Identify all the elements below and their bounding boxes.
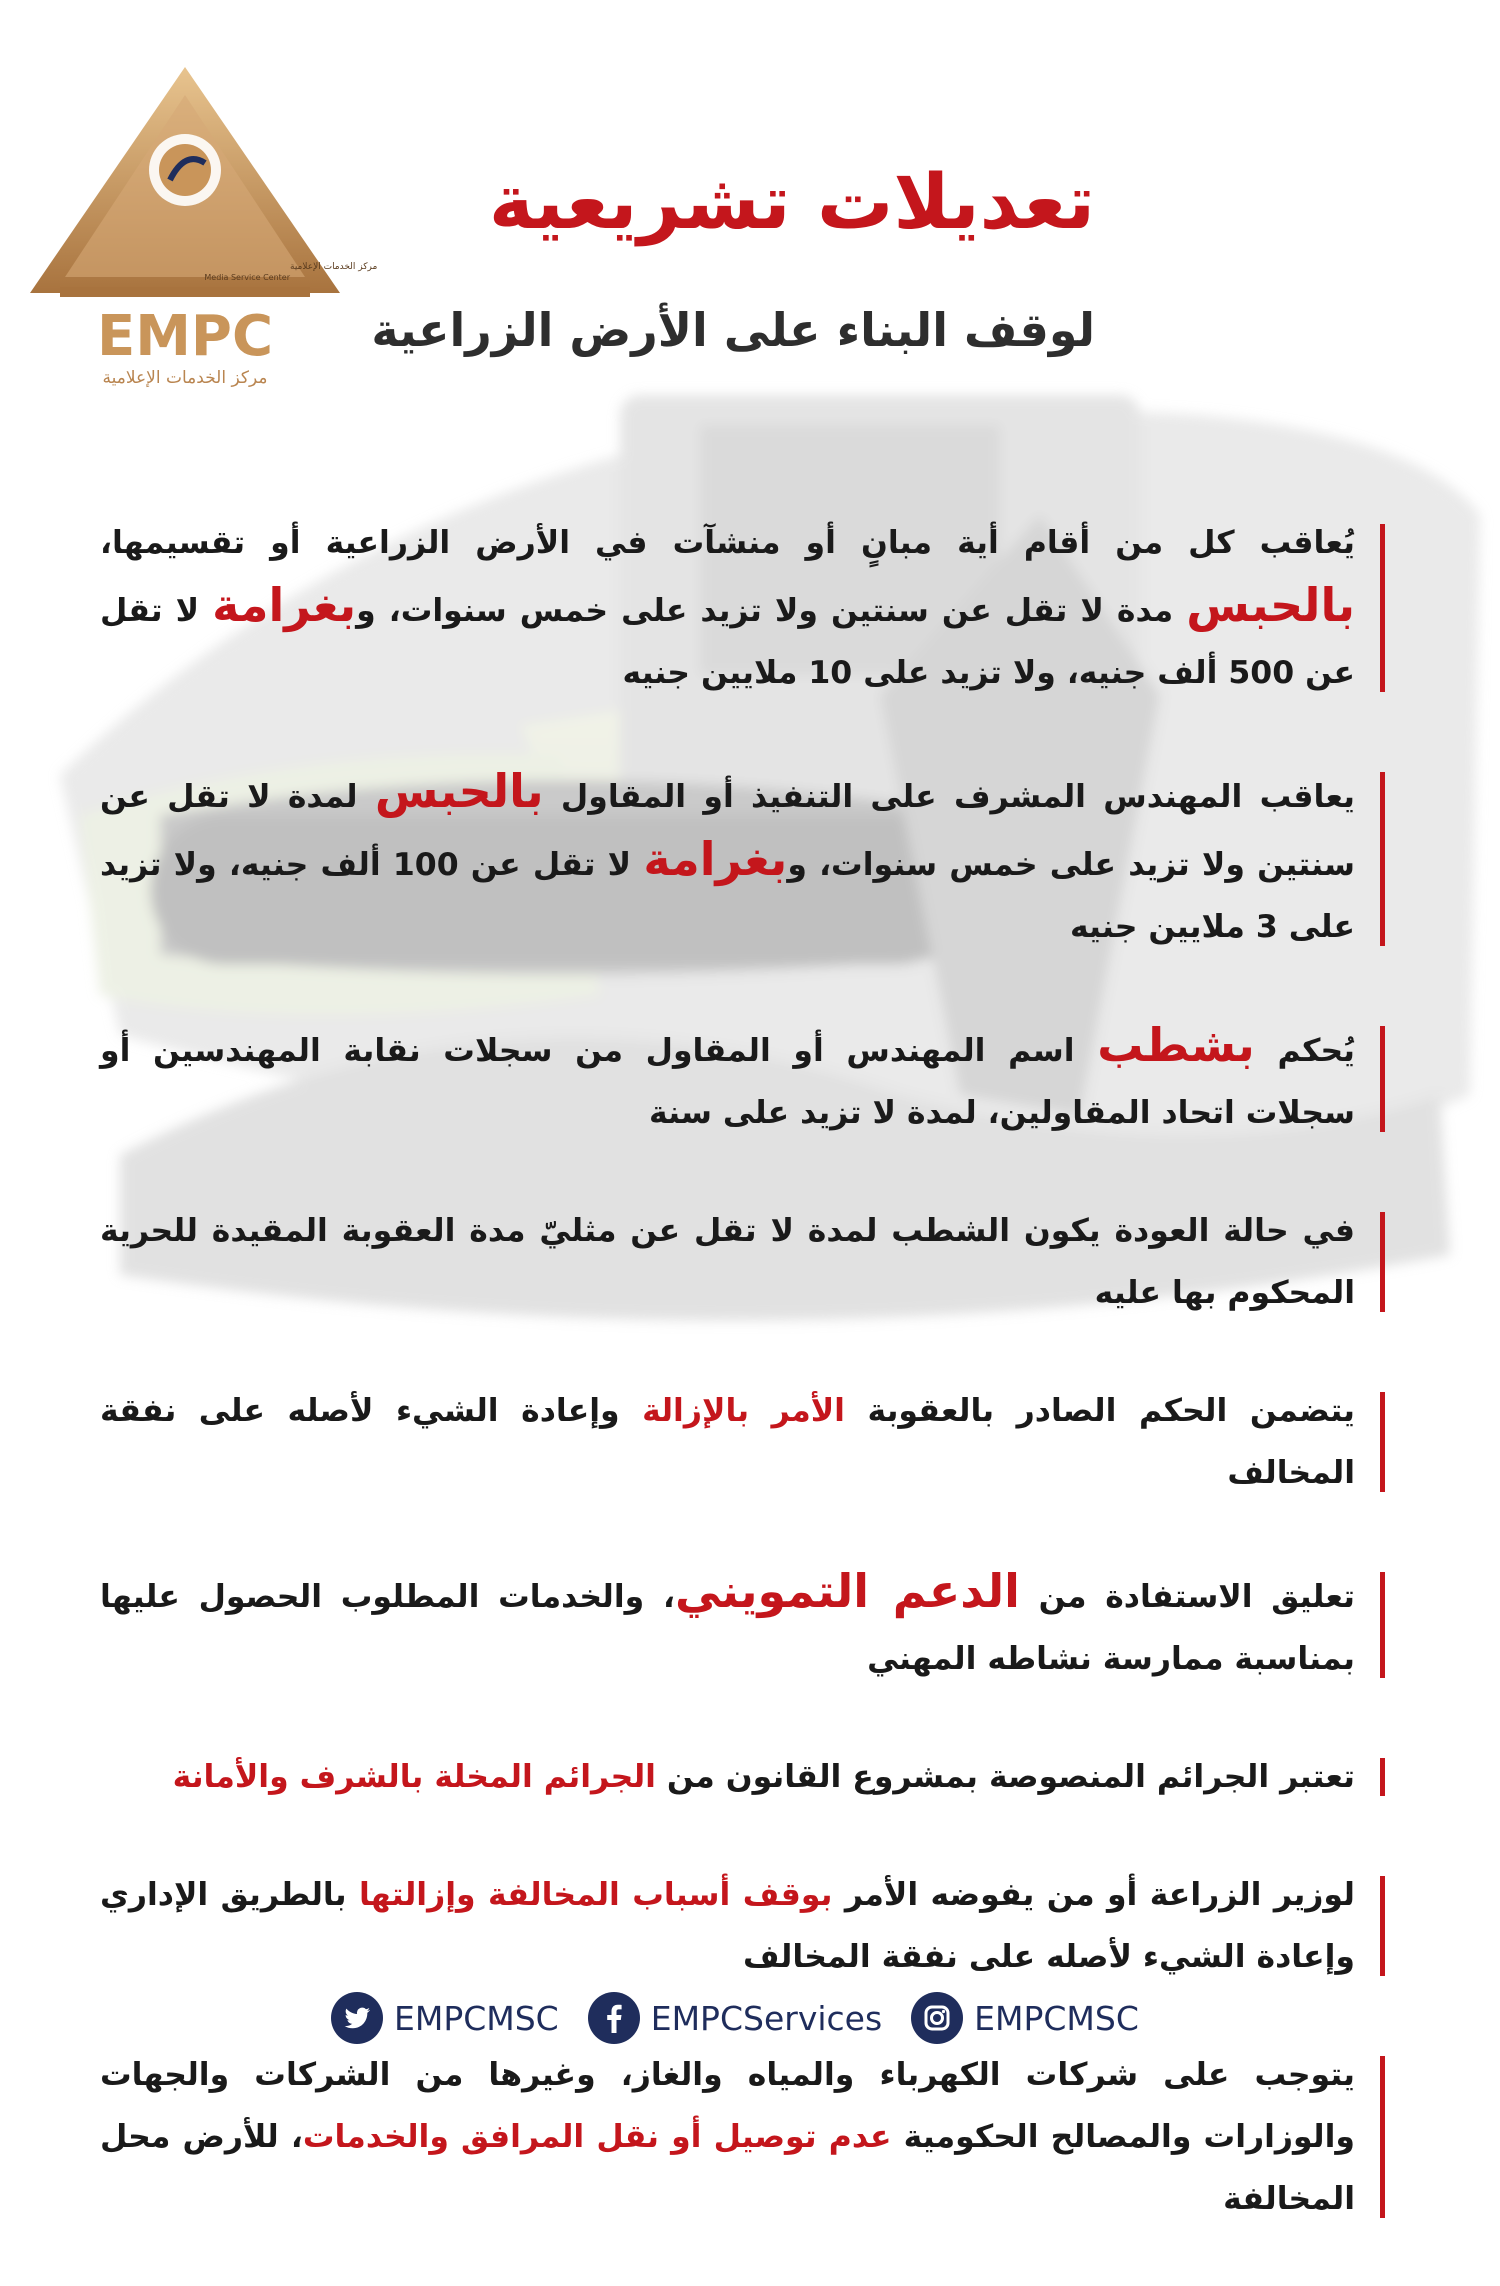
amendment-item (100, 1864, 1385, 1988)
amendment-item (100, 1014, 1385, 1144)
amendment-text: يعاقب المهندس المشرف على التنفيذ أو المقاول (543, 778, 1355, 815)
amendment-text: تعتبر الجرائم المنصوصة بمشروع القانون من (655, 1758, 1355, 1795)
amendment-text: لا تقل عن 100 ألف جنيه، ولا تزيد على 3 ملايين جنيه (100, 846, 1355, 945)
social-footer (330, 1990, 1139, 2046)
logo-wordmark: EMPC (96, 304, 274, 369)
amendment-item (100, 1380, 1385, 1504)
twitter-handle: EMPCMSC (394, 1998, 559, 2038)
highlight-term: بغرامة (643, 831, 788, 886)
amendment-text: في حالة العودة يكون الشطب لمدة لا تقل عن مثليّ مدة العقوبة المقيدة للحرية المحكوم بها عليه (100, 1212, 1355, 1311)
amendment-text: يتوجب على شركات الكهرباء والمياه والغاز، وغيرها من الشركات والجهات والوزارات والمصالح الحكومية (100, 2056, 1356, 2155)
amendment-text: ، والخدمات المطلوب الحصول عليها بمناسبة ممارسة نشاطه المهني (100, 1578, 1355, 1677)
amendment-text: لوزير الزراعة أو من يفوضه الأمر (832, 1876, 1355, 1913)
highlight-term: بالحبس (374, 763, 544, 818)
logo-tagline-en: Media Service Center (204, 273, 290, 282)
amendment-text: ، للأرض محل المخالفة (100, 2118, 1355, 2217)
highlight-term: بشطب (1097, 1017, 1255, 1072)
amendment-item (100, 1746, 1385, 1808)
twitter-icon (330, 1991, 384, 2045)
instagram-icon (910, 1991, 964, 2045)
highlight-term: الأمر بالإزالة (642, 1392, 845, 1429)
facebook-handle: EMPCServices (650, 1998, 883, 2038)
highlight-term: الجرائم المخلة بالشرف والأمانة (172, 1758, 656, 1795)
page-title: تعديلات تشريعية (488, 157, 1095, 246)
amendment-text: وإعادة الشيء لأصله على نفقة المخالف (100, 1392, 1355, 1491)
amendment-item (100, 512, 1385, 704)
social-twitter[interactable] (330, 1991, 559, 2045)
amendment-text: بالطريق الإداري وإعادة الشيء لأصله على نفقة المخالف (100, 1876, 1355, 1975)
highlight-term: بوقف أسباب المخالفة وإزالتها (358, 1876, 833, 1913)
highlight-term: عدم توصيل أو نقل المرافق والخدمات (302, 2118, 892, 2155)
amendment-text: يتضمن الحكم الصادر بالعقوبة (844, 1392, 1356, 1429)
facebook-icon (587, 1991, 641, 2045)
amendment-text: مدة لا تقل عن سنتين ولا تزيد على خمس سنوات، و (356, 592, 1187, 629)
logo-tagline-ar: مركز الخدمات الإعلامية (290, 262, 378, 272)
amendment-text: لا تقل عن 500 ألف جنيه، ولا تزيد على 10 ملايين جنيه (100, 592, 1355, 691)
highlight-term: بغرامة (212, 577, 357, 632)
amendment-item (100, 1200, 1385, 1324)
logo-arabic-name: مركز الخدمات الإعلامية (102, 368, 268, 388)
amendment-item (100, 1560, 1385, 1690)
amendment-item (100, 2044, 1385, 2230)
amendment-text: لمدة لا تقل عن سنتين ولا تزيد على خمس سنوات، و (100, 778, 1355, 883)
highlight-term: الدعم التمويني (674, 1563, 1020, 1618)
amendment-text: يُحكم (1254, 1032, 1355, 1069)
amendment-text: تعليق الاستفادة من (1019, 1578, 1355, 1615)
instagram-handle: EMPCMSC (974, 1998, 1139, 2038)
amendment-text: يُعاقب كل من أقام أية مبانٍ أو منشآت في الأرض الزراعية أو تقسيمها، (100, 524, 1355, 561)
amendment-item (100, 760, 1385, 958)
page-subtitle: لوقف البناء على الأرض الزراعية (371, 303, 1095, 357)
social-facebook[interactable] (587, 1991, 882, 2045)
empc-logo (20, 55, 378, 390)
social-instagram[interactable] (910, 1991, 1139, 2045)
highlight-term: بالحبس (1186, 577, 1355, 632)
amendment-text: اسم المهندس أو المقاول من سجلات نقابة المهندسين أو سجلات اتحاد المقاولين، لمدة لا تزيد على سنة (100, 1032, 1355, 1131)
